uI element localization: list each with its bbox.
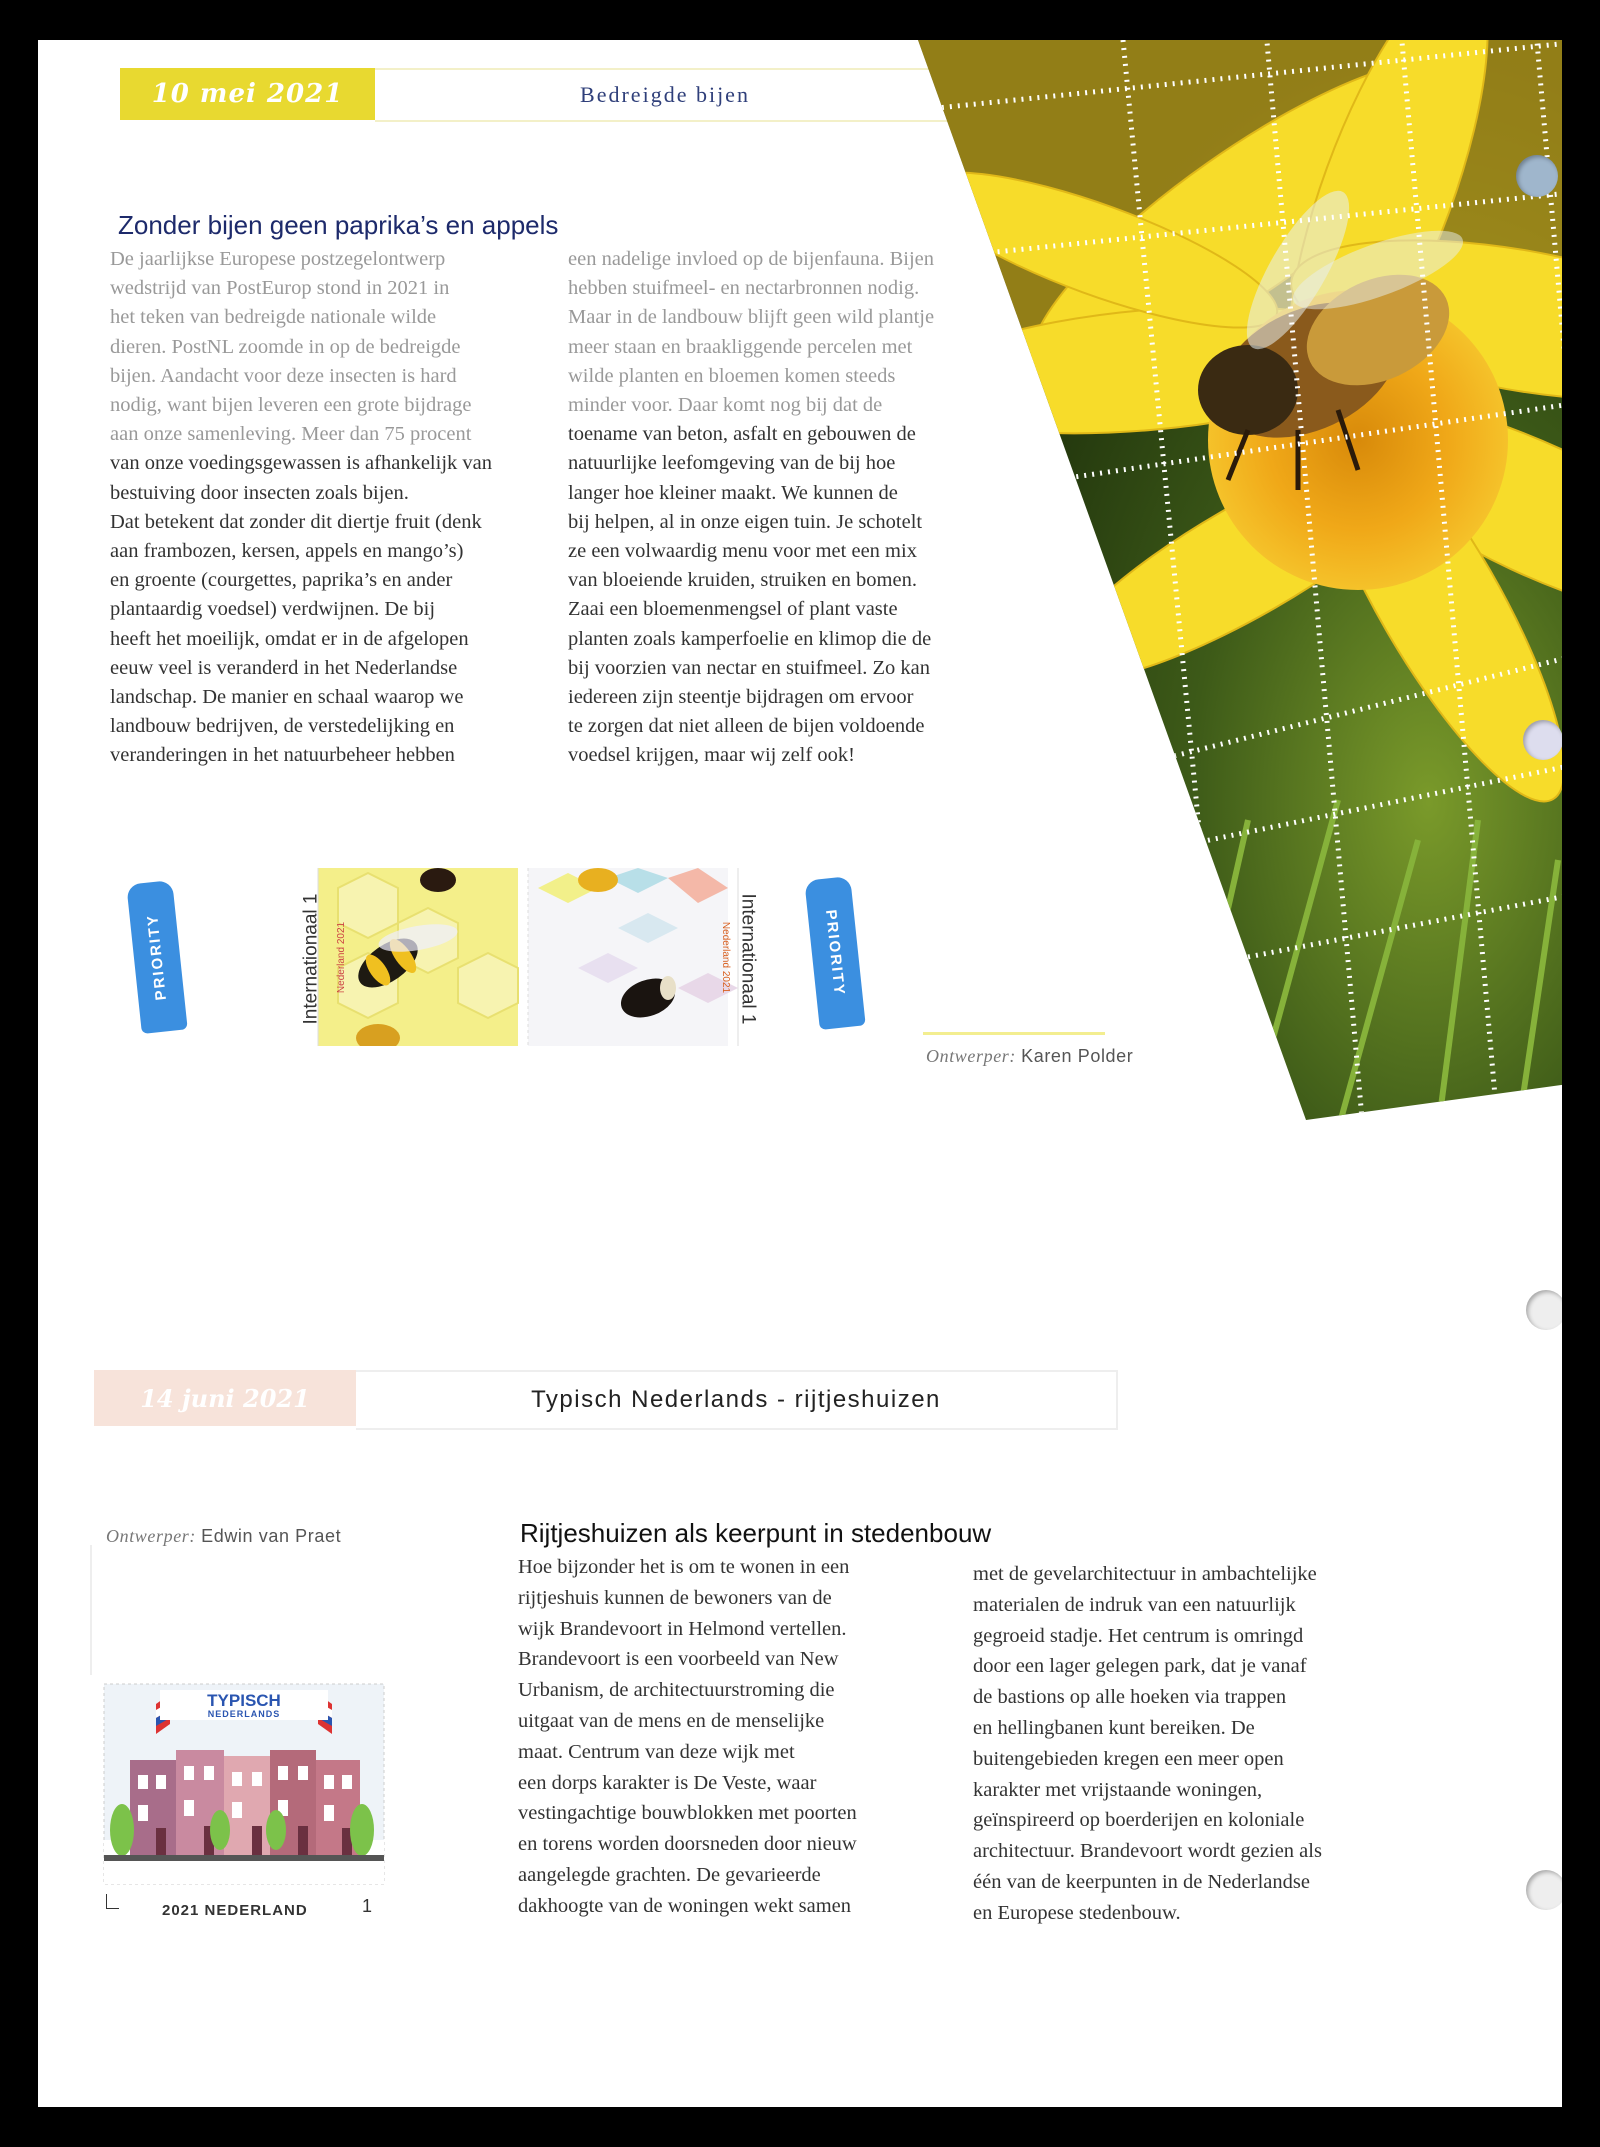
text-line: geïnspireerd op boerderijen en koloniale	[973, 1809, 1305, 1832]
text-line: natuurlijke leefomgeving van de bij hoe	[568, 452, 896, 475]
text-line: dieren. PostNL zoomde in op de bedreigde	[110, 335, 461, 358]
divider	[90, 1545, 92, 1675]
stamp-country-left: Nederland 2021	[336, 921, 348, 994]
section1-date: 10 mei 2021	[120, 68, 375, 120]
text-line: vestingachtige bouwblokken met poorten	[518, 1802, 857, 1825]
text-line: Brandevoort is een voorbeeld van New	[518, 1648, 839, 1671]
text-line: landschap. De manier en schaal waarop we	[110, 686, 464, 709]
section1-title: Bedreigde bijen	[375, 68, 957, 122]
text-line: wijk Brandevoort in Helmond vertellen.	[518, 1617, 847, 1640]
stamp-country-right: Nederland 2021	[720, 921, 732, 994]
text-line: karakter met vrijstaande woningen,	[973, 1778, 1263, 1801]
text-line: de bastions op alle hoeken via trappen	[973, 1686, 1287, 1709]
section2-title: Typisch Nederlands - rijtjeshuizen	[356, 1370, 1118, 1430]
text-line: minder voor. Daar komt nog bij dat de	[568, 394, 883, 417]
text-line: De jaarlijkse Europese postzegelontwerp	[110, 248, 446, 270]
text-line: te zorgen dat niet alleen de bijen voldoende	[568, 715, 925, 738]
text-line: wilde planten en bloemen komen steeds	[568, 364, 896, 387]
text-line: en hellingbanen kunt bereiken. De	[973, 1716, 1255, 1739]
text-line: een dorps karakter is De Veste, waar	[518, 1771, 817, 1794]
section2-heading: Rijtjeshuizen als keerpunt in stedenbouw	[520, 1518, 992, 1548]
stamp-banner	[160, 1690, 328, 1720]
bee-stamp-artwork	[278, 868, 778, 1046]
section1-column-right	[568, 245, 1038, 771]
text-line: bijen. Aandacht voor deze insecten is hard	[110, 364, 457, 387]
text-line: wedstrijd van PostEurop stond in 2021 in	[110, 277, 450, 300]
text-line: materialen de indruk van een natuurlijk	[973, 1593, 1296, 1616]
bee-stamp-pair	[278, 868, 778, 1046]
text-line: één van de keerpunten in de Nederlandse	[973, 1870, 1310, 1893]
section2-column-left	[518, 1552, 968, 1922]
section1-column-left	[110, 245, 590, 771]
text-line: nodig, want bijen leveren een grote bijdrage	[110, 394, 472, 417]
stamp-footer: 2021 NEDERLAND	[162, 1902, 308, 1919]
priority-label-text: PRIORITY	[144, 912, 170, 1002]
text-line: landbouw bedrijven, de verstedelijking en	[110, 715, 455, 738]
section1-credit	[926, 1046, 1133, 1067]
ring-hole	[1523, 720, 1562, 760]
text-line: uitgaat van de mens en de menselijke	[518, 1709, 825, 1732]
text-line: door een lager gelegen park, dat je vanaf	[973, 1655, 1307, 1678]
text-line: maat. Centrum van deze wijk met	[518, 1740, 795, 1763]
text-line: een nadelige invloed op de bijenfauna. Bijen	[568, 248, 935, 270]
text-line: Dat betekent dat zonder dit diertje fruit (denk	[110, 510, 482, 533]
text-line: meer staan en braakliggende percelen met	[568, 335, 913, 358]
stamp-value: 1	[362, 1896, 373, 1916]
text-line: plantaardig voedsel) verdwijnen. De bij	[110, 598, 436, 621]
text-line: aangelegde grachten. De gevarieerde	[518, 1863, 821, 1886]
house-stamp	[100, 1680, 388, 1930]
priority-label-text: PRIORITY	[822, 908, 848, 998]
stamp-corner-mark	[106, 1894, 119, 1909]
text-line: rijtjeshuis kunnen de bewoners van de	[518, 1586, 832, 1609]
text-line: en torens worden doorsneden door nieuw	[518, 1833, 857, 1856]
text-line: ze een volwaardig menu voor met een mix	[568, 540, 917, 563]
text-line: voedsel krijgen, maar wij zelf ook!	[568, 744, 855, 767]
section2-column-right	[973, 1559, 1413, 1929]
text-line: dakhoogte van de woningen wekt samen	[518, 1894, 852, 1917]
text-line: aan onze samenleving. Meer dan 75 procent	[110, 423, 472, 446]
album-page	[38, 40, 1562, 2107]
credit-label: Ontwerper:	[926, 1046, 1016, 1066]
section2-credit	[106, 1526, 341, 1547]
text-line: en groente (courgettes, paprika’s en ander	[110, 569, 453, 592]
text-line: bij helpen, al in onze eigen tuin. Je schotelt	[568, 510, 923, 533]
text-line: Hoe bijzonder het is om te wonen in een	[518, 1556, 850, 1578]
section1-heading: Zonder bijen geen paprika’s en appels	[118, 210, 559, 240]
text-line: van onze voedingsgewassen is afhankelijk van	[110, 452, 492, 475]
text-line: Maar in de landbouw blijft geen wild plantje	[568, 306, 935, 329]
text-line: bestuiving door insecten zoals bijen.	[110, 481, 409, 504]
text-line: aan frambozen, kersen, appels en mango’s)	[110, 540, 464, 563]
text-line: iedereen zijn steentje bijdragen om ervoor	[568, 686, 914, 709]
ring-hole	[1526, 1290, 1562, 1330]
text-line: buitengebieden kregen een meer open	[973, 1747, 1284, 1770]
section2-date: 14 juni 2021	[94, 1370, 356, 1426]
text-line: Urbanism, de architectuurstroming die	[518, 1679, 835, 1702]
text-line: eeuw veel is veranderd in het Nederlandse	[110, 656, 458, 679]
text-line: en Europese stedenbouw.	[973, 1901, 1181, 1924]
credit-underline	[923, 1032, 1105, 1035]
credit-name: Karen Polder	[1021, 1046, 1134, 1066]
text-line: van bloeiende kruiden, struiken en bomen.	[568, 569, 917, 592]
credit-name: Edwin van Praet	[201, 1526, 342, 1546]
ring-hole	[1516, 155, 1558, 197]
stamp-banner-title: TYPISCH	[207, 1690, 281, 1710]
text-line: Zaai een bloemenmengsel of plant vaste	[568, 598, 898, 621]
priority-label-right	[804, 876, 865, 1030]
text-line: bij voorzien van nectar en stuifmeel. Zo kan	[568, 656, 931, 679]
text-line: het teken van bedreigde nationale wilde	[110, 306, 437, 329]
text-line: heeft het moeilijk, omdat er in de afgelopen	[110, 627, 469, 650]
text-line: planten zoals kamperfoelie en klimop die de	[568, 627, 932, 650]
text-line: veranderingen in het natuurbeheer hebben	[110, 744, 455, 767]
text-line: toename van beton, asfalt en gebouwen de	[568, 423, 916, 446]
text-line: architectuur. Brandevoort wordt gezien als	[973, 1840, 1322, 1863]
stamp-value-left: Internationaal 1	[300, 893, 322, 1025]
credit-label: Ontwerper:	[106, 1526, 196, 1546]
text-line: hebben stuifmeel- en nectarbronnen nodig.	[568, 277, 920, 300]
stamp-value-right: Internationaal 1	[737, 893, 759, 1025]
ring-hole	[1526, 1870, 1562, 1910]
text-line: met de gevelarchitectuur in ambachtelijke	[973, 1563, 1317, 1585]
priority-label-left	[126, 880, 187, 1034]
text-line: langer hoe kleiner maakt. We kunnen de	[568, 481, 898, 504]
stamp-banner-subtitle: NEDERLANDS	[207, 1708, 281, 1719]
text-line: gegroeid stadje. Het centrum is omringd	[973, 1624, 1304, 1647]
